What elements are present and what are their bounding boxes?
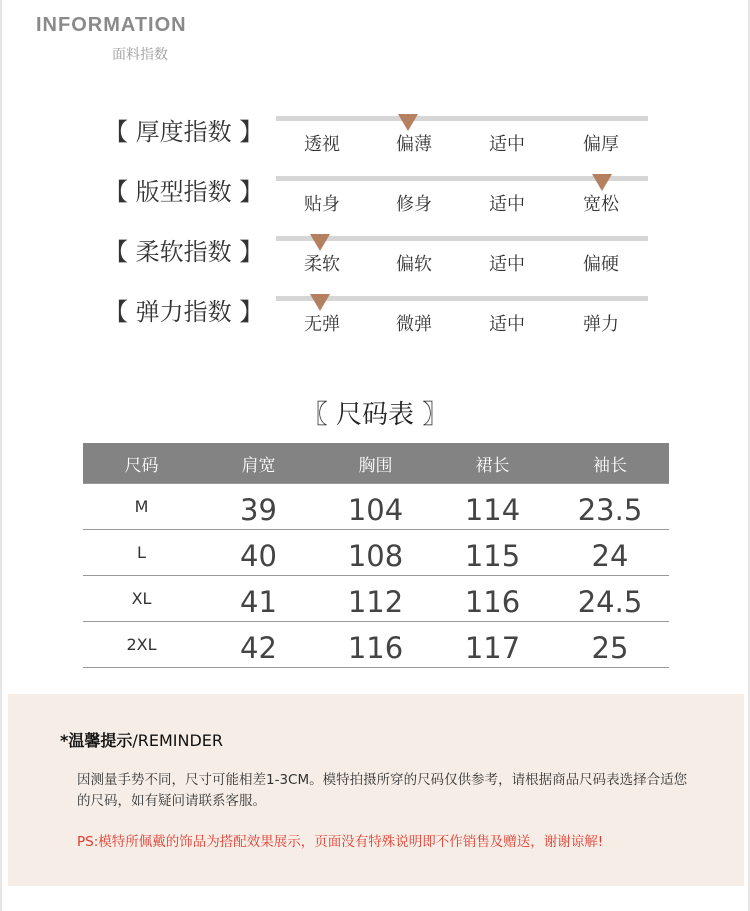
table-cell: 39 xyxy=(200,484,317,530)
table-cell: 25 xyxy=(551,622,669,668)
table-cell: 112 xyxy=(317,576,434,622)
index-label: 【 柔软指数 】 xyxy=(104,238,264,266)
info-subtitle: 面料指数 xyxy=(112,47,168,63)
reminder-panel xyxy=(8,694,744,886)
table-cell: 40 xyxy=(200,530,317,576)
table-cell: 24 xyxy=(551,530,669,576)
index-scale-bar xyxy=(276,176,648,181)
table-cell: 116 xyxy=(434,576,551,622)
index-label: 【 厚度指数 】 xyxy=(104,118,264,146)
reminder-title xyxy=(60,728,223,751)
index-option: 偏厚 xyxy=(583,134,619,155)
index-label: 【 版型指数 】 xyxy=(104,178,264,206)
table-cell: L xyxy=(83,530,200,576)
index-option: 修身 xyxy=(396,194,432,215)
size-chart-title: 〖 尺码表 〗 xyxy=(301,400,449,430)
index-row-elasticity xyxy=(0,292,750,352)
index-option: 贴身 xyxy=(304,194,340,215)
table-cell: 42 xyxy=(200,622,317,668)
table-cell: M xyxy=(83,484,200,530)
column-header: 裙长 xyxy=(434,443,551,484)
table-cell: 41 xyxy=(200,576,317,622)
info-title: INFORMATION xyxy=(36,14,187,36)
index-row-softness xyxy=(0,232,750,292)
index-option: 适中 xyxy=(489,254,525,275)
size-table xyxy=(83,443,669,668)
table-row xyxy=(83,622,669,668)
index-option: 无弹 xyxy=(304,314,340,335)
index-scale-bar xyxy=(276,116,648,121)
index-option: 柔软 xyxy=(304,254,340,275)
index-option: 微弹 xyxy=(396,314,432,335)
index-option: 透视 xyxy=(304,134,340,155)
table-row xyxy=(83,530,669,576)
index-label: 【 弹力指数 】 xyxy=(104,298,264,326)
table-cell: 104 xyxy=(317,484,434,530)
size-table-header-row xyxy=(83,443,669,484)
table-row xyxy=(83,576,669,622)
index-scale-bar xyxy=(276,236,648,241)
table-cell: 114 xyxy=(434,484,551,530)
table-cell: 23.5 xyxy=(551,484,669,530)
reminder-body: 因测量手势不同，尺寸可能相差1-3CM。模特拍摄所穿的尺码仅供参考，请根据商品尺码表选择合适您的尺码，如有疑问请联系客服。 xyxy=(77,772,688,809)
table-cell: XL xyxy=(83,576,200,622)
table-cell: 24.5 xyxy=(551,576,669,622)
index-option: 适中 xyxy=(489,134,525,155)
column-header: 胸围 xyxy=(317,443,434,484)
index-row-thickness xyxy=(0,112,750,172)
reminder-title-en: /REMINDER xyxy=(132,731,224,750)
index-marker xyxy=(310,234,330,251)
index-option: 弹力 xyxy=(583,314,619,335)
reminder-ps-note: PS:模特所佩戴的饰品为搭配效果展示，页面没有特殊说明即不作销售及赠送，谢谢谅解! xyxy=(77,834,604,850)
index-option: 偏硬 xyxy=(583,254,619,275)
index-marker xyxy=(398,114,418,131)
table-cell: 2XL xyxy=(83,622,200,668)
index-option: 适中 xyxy=(489,194,525,215)
index-option: 偏薄 xyxy=(396,134,432,155)
index-row-fit xyxy=(0,172,750,232)
index-option: 偏软 xyxy=(396,254,432,275)
table-cell: 108 xyxy=(317,530,434,576)
column-header: 尺码 xyxy=(83,443,200,484)
reminder-title-cn: *温馨提示 xyxy=(60,731,133,750)
table-row xyxy=(83,484,669,530)
table-cell: 115 xyxy=(434,530,551,576)
index-option: 宽松 xyxy=(583,194,619,215)
column-header: 袖长 xyxy=(551,443,669,484)
index-option: 适中 xyxy=(489,314,525,335)
index-scale-bar xyxy=(276,296,648,301)
index-marker xyxy=(592,174,612,191)
table-cell: 116 xyxy=(317,622,434,668)
index-marker xyxy=(310,294,330,311)
column-header: 肩宽 xyxy=(200,443,317,484)
table-cell: 117 xyxy=(434,622,551,668)
